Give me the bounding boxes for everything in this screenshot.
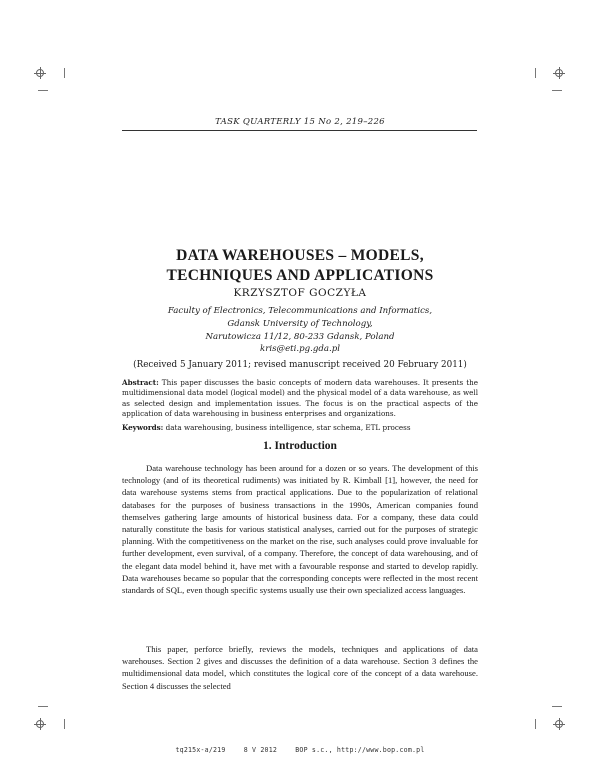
keywords	[122, 423, 478, 433]
author-email: kris@eti.pg.gda.pl	[260, 344, 340, 355]
abstract-text: This paper discusses the basic concepts of modern data warehouses. It presents the multidimensional data model (logical model) and the physical model of a data warehouse, as well as selected design and implementation issues. The focus is on the practical aspects of the application of data warehousing in business enterprises and organizations.	[122, 378, 478, 419]
footer-file: tq215x-a/219	[175, 746, 226, 754]
running-head: TASK QUARTERLY 15 No 2, 219–226	[215, 117, 385, 127]
author: KRZYSZTOF GOCZYŁA	[233, 287, 367, 299]
keywords-text: data warehousing, business intelligence, star schema, ETL process	[165, 423, 411, 432]
crop-line	[38, 90, 48, 91]
footer-publisher: BOP s.c., http://www.bop.com.pl	[295, 746, 425, 754]
received-dates: (Received 5 January 2011; revised manuscript received 20 February 2011)	[133, 360, 467, 370]
section-heading: 1. Introduction	[263, 440, 337, 452]
registration-icon	[36, 720, 44, 728]
title-line-1: DATA WAREHOUSES – MODELS,	[176, 247, 424, 264]
crop-line	[64, 719, 65, 729]
registration-icon	[36, 69, 44, 77]
crop-line	[552, 90, 562, 91]
affiliation-line-1: Faculty of Electronics, Telecommunications and Informatics,	[167, 306, 433, 316]
crop-line	[535, 68, 536, 78]
keywords-label: Keywords:	[122, 423, 164, 432]
affiliation	[0, 305, 600, 356]
paper-title	[0, 246, 600, 286]
print-footer	[0, 746, 600, 754]
title-line-2: TECHNIQUES AND APPLICATIONS	[166, 267, 434, 284]
header-rule	[122, 130, 477, 131]
abstract	[122, 378, 478, 420]
registration-icon	[555, 69, 563, 77]
registration-icon	[555, 720, 563, 728]
crop-line	[64, 68, 65, 78]
paragraph-text: Data warehouse technology has been around for a dozen or so years. The development of this technology (and of its theoretical rudiments) was initiated by R. Kimball [1], however, the need for data warehouse systems stems from practical applications. Due to the popularization of relational databases for the purposes of business transactions in the 1990s, American companies found themselves gathering large amounts of historical business data. For a company, these data could naturally constitute the basis for various statistical analyses, carried out for the purposes of strategic planning. With the competitiveness on the market on the rise, such analyses could prove invaluable for further development, even survival, of a company. Therefore, the concept of data warehousing, and of the elegant data model behind it, have met with a favourable response and started to develop rapidly. Data warehouses became so popular that the corresponding concepts were reflected in the most recent standards of SQL, even though specific systems usually use their own specialized access languages.	[122, 463, 478, 596]
footer-date: 8 V 2012	[243, 746, 278, 754]
crop-line	[38, 706, 48, 707]
affiliation-line-2: Gdansk University of Technology,	[227, 318, 373, 329]
body-paragraph-1	[122, 462, 478, 596]
body-paragraph-2	[122, 643, 478, 692]
crop-line	[552, 706, 562, 707]
crop-line	[535, 719, 536, 729]
paragraph-text: This paper, perforce briefly, reviews the models, techniques and applications of data warehouses. Section 2 gives and discusses the definition of a data warehouse. Section 3 defines the multidimensional data model, which constitutes the logical core of the concept of a data warehouse. Section 4 discusses the selected	[122, 644, 478, 691]
abstract-label: Abstract:	[122, 378, 159, 387]
affiliation-line-3: Narutowicza 11/12, 80-233 Gdansk, Poland	[205, 331, 395, 342]
